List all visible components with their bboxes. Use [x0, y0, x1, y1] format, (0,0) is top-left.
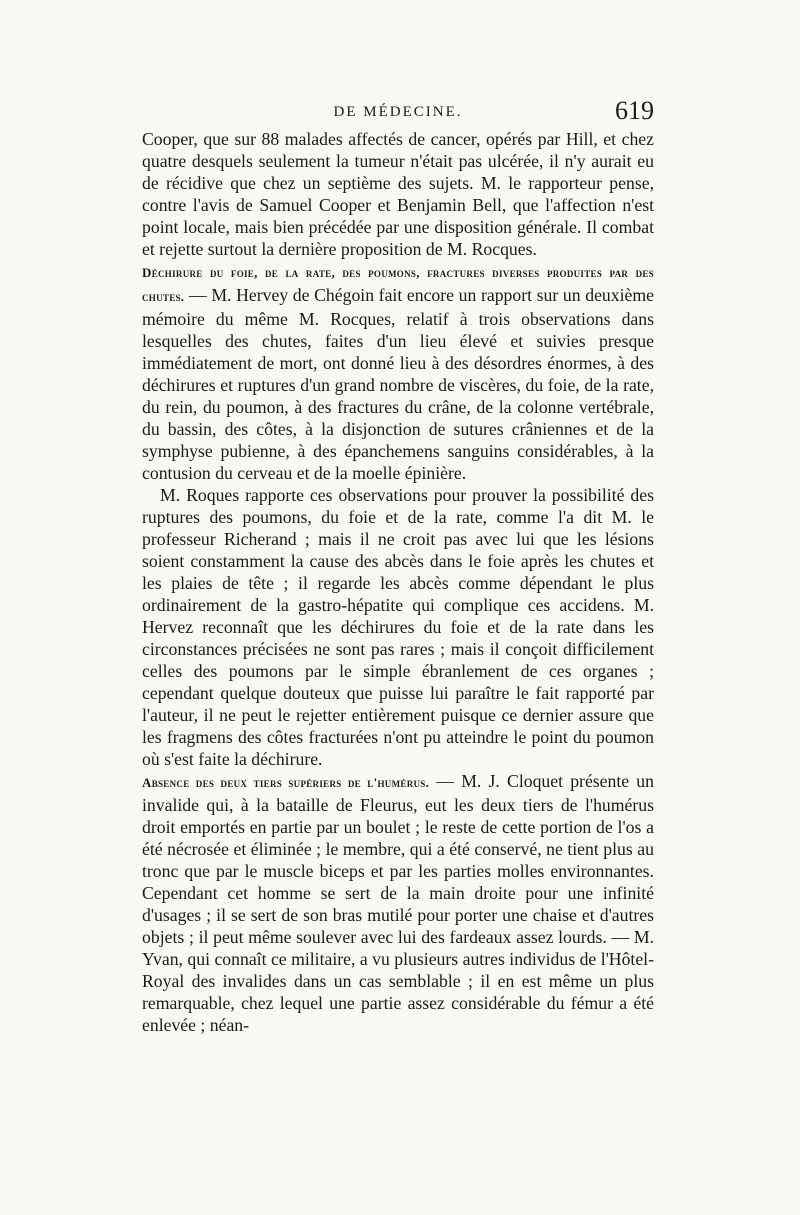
paragraph-text: Cooper, que sur 88 malades affectés de cancer, opérés par Hill, et chez quatre desquels seulement la tumeur n'était pas ulcérée, il n'y aurait eu de récidive que chez un septième des sujets. M. le rapporteur pense, contre l'avis de Samuel Cooper et Benjamin Bell, que l'affection n'est point locale, mais bien précédée par une disposition générale. Il combat et rejette surtout la dernière proposition de M. Rocques. — [142, 129, 654, 259]
section-dechirure-foie — [142, 260, 654, 484]
running-head — [142, 96, 654, 130]
body-text — [142, 128, 654, 1036]
section-heading: Déchirure du foie, de la rate, des poumons, fractures diverses produites par des chutes. — [142, 265, 654, 304]
section-heading: Absence des deux tiers supériers de l'humérus. — [142, 775, 430, 790]
paragraph-text: — M. J. Cloquet présente un invalide qui, à la bataille de Fleurus, eut les deux tiers de l'humérus droit emportés en partie par un boulet ; le reste de cette portion de l'os a été nécrosée et éliminée ; le membre, qui a été conservé, ne tient plus au tronc que par le muscle biceps et par les parties molles environnantes. Cependant cet homme se sert de la main droite pour une infinité d'usages ; il se sert de son bras mutilé pour porter une chaise et d'autres objets ; il peut même soulever avec lui des fardeaux assez lourds. — M. Yvan, qui connaît ce militaire, a vu plusieurs autres individus de l'Hôtel-Royal des invalides dans un cas semblable ; il en est même un plus remarquable, chez lequel une partie assez considérable du fémur a été enlevée ; néan- — [142, 771, 654, 1035]
paragraph-text: — M. Hervey de Chégoin fait encore un rapport sur un deuxième mémoire du même M. Rocques, relatif à trois observations dans lesquelles des chutes, faites d'un lieu élevé et suivies presque immédiatement de mort, ont donné lieu à des désordres énormes, à des déchirures et ruptures d'un grand nombre de viscères, du foie, de la rate, du rein, du poumon, à des fractures du crâne, de la colonne vertébrale, du bassin, des côtes, à la disjonction de sutures crâniennes et de la symphyse pubienne, à des épanchemens sanguins considérables, à la contusion du cerveau et de la moelle épinière. — [142, 285, 654, 483]
page-number: 619 — [615, 96, 654, 125]
running-head-title: DE MÉDECINE. — [333, 104, 463, 120]
section-absence-humerus — [142, 770, 654, 1036]
paragraph-roques-observations — [142, 484, 654, 770]
paragraph-cancer-report — [142, 128, 654, 260]
paragraph-text: M. Roques rapporte ces observations pour prouver la possibilité des ruptures des poumons, du foie et de la rate, comme l'a dit M. le professeur Richerand ; mais il ne croit pas avec lui que les lésions soient constamment la cause des abcès dans le foie après les chutes et les plaies de tête ; il regarde les abcès comme dépendant le plus ordinairement de la gastro-hépatite qui complique ces accidens. M. Hervez reconnaît que les déchirures du foie et de la rate dans les circonstances précisées ne sont pas rares ; mais il conçoit difficilement celles des poumons par le simple ébranlement de ces organes ; cependant quelque douteux que puisse lui paraître le fait rapporté par l'auteur, il ne peut le rejetter entièrement puisque ce dernier assure que les fragmens des côtes fracturées n'ont pu atteindre le point du poumon où s'est faite la déchirure. — [142, 485, 654, 769]
